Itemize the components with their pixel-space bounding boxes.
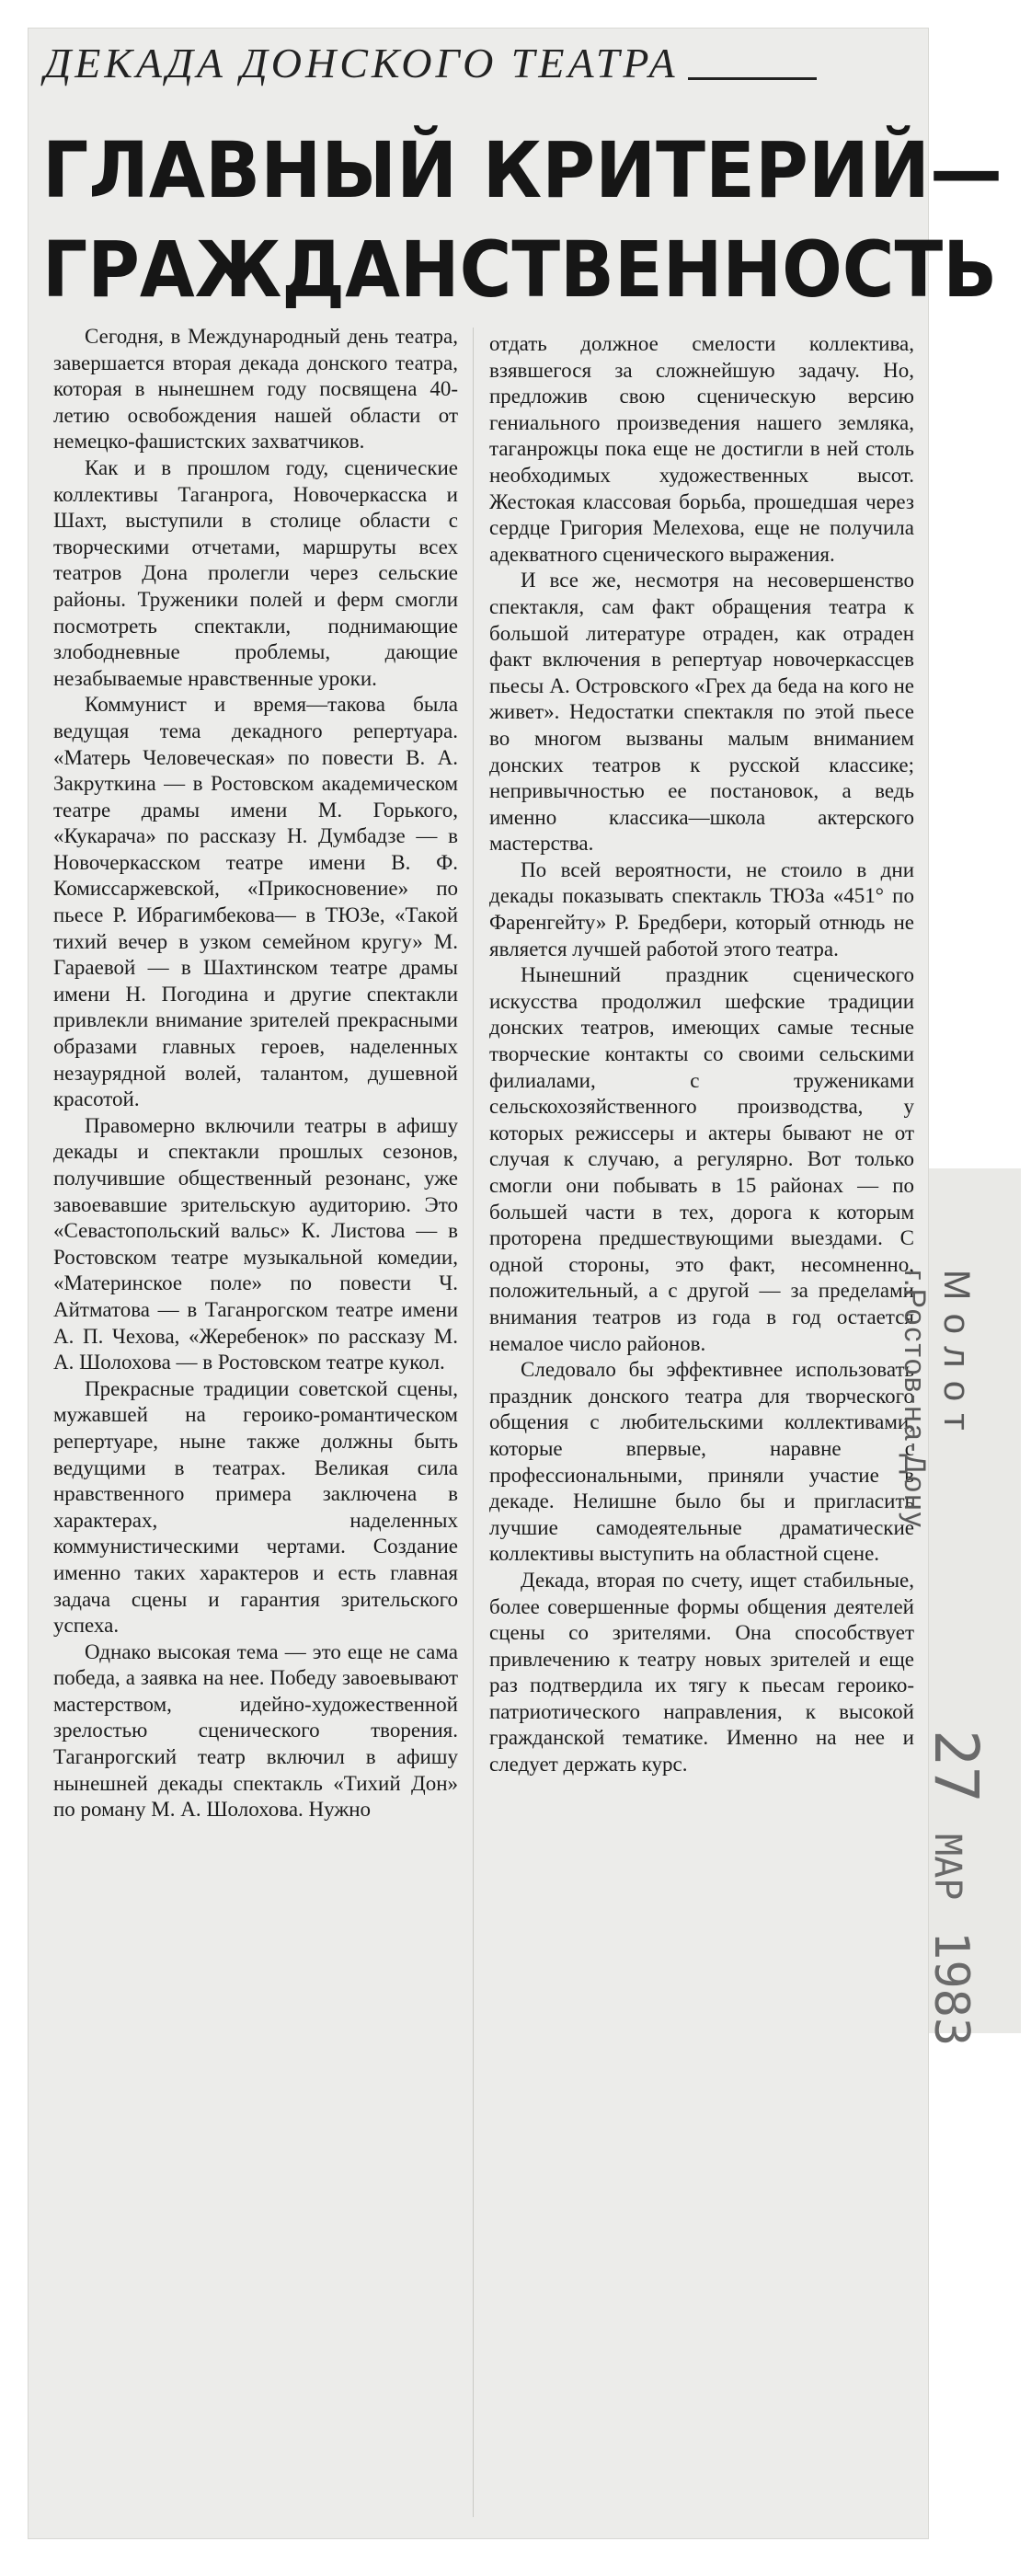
newspaper-city: г.Ростов-на-Дону <box>899 1270 932 1529</box>
paragraph: По всей вероятности, не стоило в дни декады показывать спектакль ТЮЗа «451° по Фаренгейту» Р. Бредбери, который отнюдь не является лучшей работой этого театра. <box>489 857 914 960</box>
left-column <box>53 324 458 1823</box>
paragraph: Как и в прошлом году, сценические коллективы Таганрога, Новочеркасска и Шахт, выступили в столице области с творческими отчетами, маршруты всех театров Дона пролегли через сельские районы. Труженики полей и ферм смогли посмотреть спектакли, поднимающие злободневные проблемы, дающие незабываемые нравственные уроки. <box>53 455 458 690</box>
headline-line-2: ГРАЖДАНСТВЕННОСТЬ <box>42 224 998 315</box>
headline-line-1: ГЛАВНЫЙ КРИТЕРИЙ— <box>42 125 1002 215</box>
paragraph: Правомерно включили театры в афишу декады и спектакли прошлых сезонов, получившие общественный резонанс, уже завоевавшие зрительскую аудиторию. Это «Севастопольский вальс» К. Листова — в Ростовском театре музыкальной комедии, «Материнское поле» по повести Ч. Айтматова — в Таганрогском театре имени А. П. Чехова, «Жеребенок» по рассказу М. А. Шолохова — в Ростовском театре кукол. <box>53 1113 458 1374</box>
paragraph: Однако высокая тема — это еще не сама победа, а заявка на нее. Победу завоевывают мастерством, идейно-художественной зрелостью сценического творения. Таганрогский театр включил в афишу нынешней декады спектакль «Тихий Дон» по роману М. А. Шолохова. Нужно <box>53 1639 458 1822</box>
paragraph: Прекрасные традиции советской сцены, мужавшей на героико-романтическом репертуаре, ныне также должны быть ведущими в театрах. Великая сила нравственного примера заключена в характерах, наделенных коммунистическими чертами. Создание именно таких характеров и есть главная задача сцены и гарантия зрительского успеха. <box>53 1376 458 1638</box>
paragraph: Декада, вторая по счету, ищет стабильные, более совершенные формы общения деятелей сцены со зрителями. Она способствует привлечению к театру новых зрителей и еще раз подтвердила их тягу к пьесам героико-патриотического направления, к высокой гражданской тематике. Именно на нее и следует держать курс. <box>489 1568 914 1777</box>
date-day: 27 <box>921 1730 991 1803</box>
paragraph: Сегодня, в Международный день театра, завершается вторая декада донского театра, которая в нынешнем году посвящена 40-летию освобождения нашей области от немецко-фашистских захватчиков. <box>53 325 458 454</box>
newspaper-masthead-stamp <box>898 1270 977 1529</box>
rubric-title: ДЕКАДА ДОНСКОГО ТЕАТРА <box>44 40 679 86</box>
paragraph: Следовало бы эффективнее использовать праздник донского театра для творческого общения с любительскими коллективами, которые впервые, наравне с профессиональными, приняли участие в декаде. Нелишне было бы и пригласить лучшие самодеятельные драматические коллективы выступить на областной сцене. <box>489 1358 914 1566</box>
paragraph: И все же, несмотря на несовершенство спектакля, сам факт обращения театра к большой литературе отраден, как отраден факт включения в репертуар новочеркассцев пьесы А. Островского «Грех да беда на кого не живет». Недостатки спектакля по этой пьесе во многом вызваны малым вниманием донских театров к русской классике; непривычностью ее постановок, а ведь именно классика—школа актерского мастерства. <box>489 569 914 856</box>
paragraph-continued: отдать должное смелости коллектива, взявшегося за сложнейшую задачу. Но, предложив свою сценическую версию гениального произведения нашего земляка, таганрожцы пока еще не достигли в ней столь необходимых художественных высот. Жестокая классовая борьба, прошедшая через сердце Григория Мелехова, еще не получила адекватного сценического выражения. <box>489 332 914 566</box>
rubric-rule <box>688 77 817 80</box>
date-stamp <box>921 1730 991 2046</box>
newspaper-name: Молот <box>936 1270 977 1443</box>
column-divider <box>473 328 474 2517</box>
paragraph: Нынешний праздник сценического искусства продолжил шефские традиции донских театров, имеющих самые тесные творческие контакты со своими сельскими филиалами, с тружениками сельскохозяйственного производства, у которых режиссеры и актеры бывают не от случая к случаю, а регулярно. Вот только смогли они побывать в 15 районах — по большей части в тех, дорога к которым проторена предшествующими выездами. С одной стороны, это факт, несомненно, положительный, а с другой — за пределами внимания театров из года в год остается немалое число районов. <box>489 963 914 1355</box>
date-year: 1983 <box>923 1931 979 2047</box>
date-month: МАР <box>926 1834 968 1901</box>
right-column <box>489 331 914 1778</box>
paragraph: Коммунист и время—такова была ведущая тема декадного репертуара. «Матерь Человеческая» по повести В. А. Закруткина — в Ростовском академическом театре драмы имени М. Горького, «Кукарача» по рассказу Н. Думбадзе — в Новочеркасском театре имени В. Ф. Комиссаржевской, «Прикосновение» по пьесе Р. Ибрагимбекова— в ТЮЗе, «Такой тихий вечер в узком семейном кругу» М. Гараевой — в Шахтинском театре драмы имени Н. Погодина и другие спектакли привлекли внимание зрителей прекрасными образами главных героев, наделенных незаурядной волей, талантом, душевной красотой. <box>53 693 458 1111</box>
